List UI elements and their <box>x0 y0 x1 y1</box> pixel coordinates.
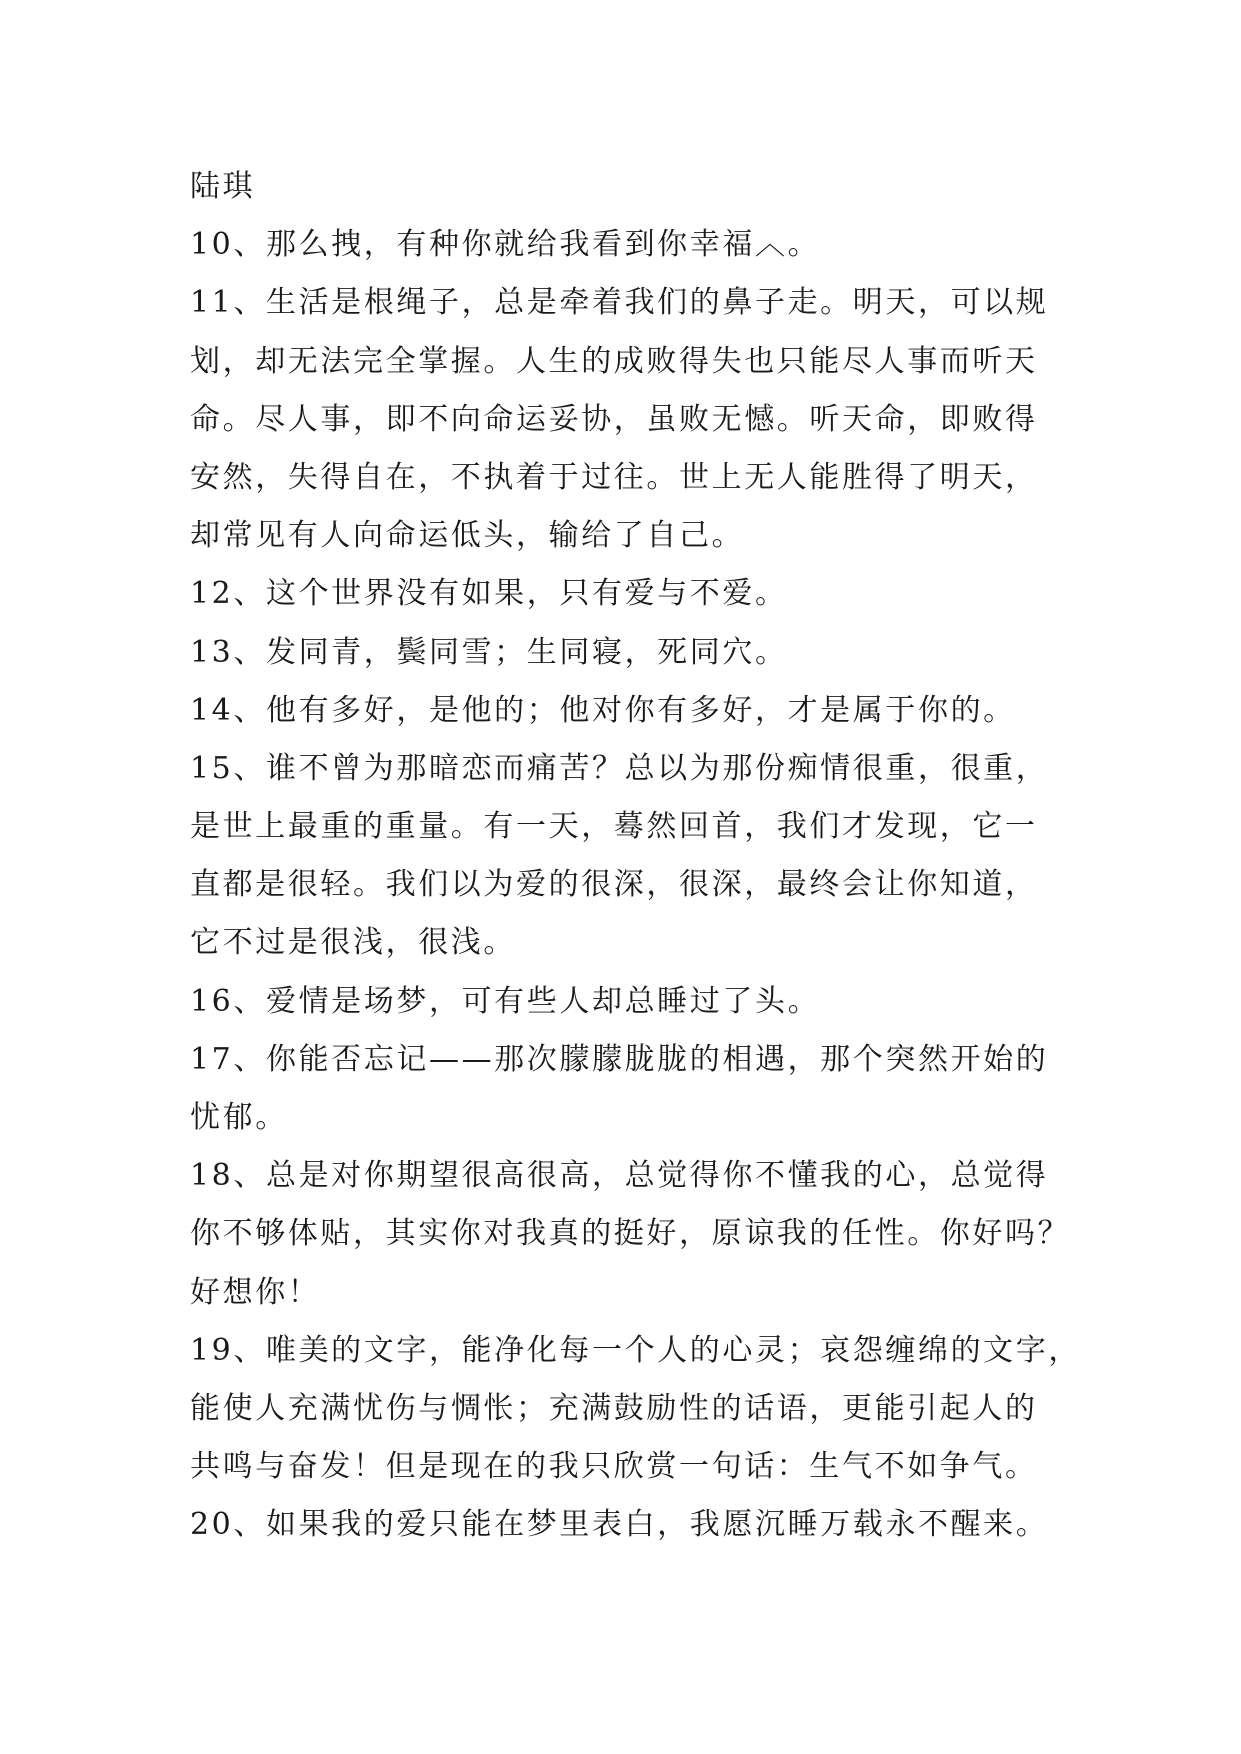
text-line: 14、他有多好，是他的；他对你有多好，才是属于你的。 <box>190 692 1016 728</box>
text-line: 10、那么拽，有种你就给我看到你幸福︿。 <box>190 227 821 263</box>
text-line: 19、唯美的文字，能净化每一个人的心灵；哀怨缠绵的文字， <box>190 1332 1081 1368</box>
document-body <box>190 158 1080 1555</box>
text-line: 直都是很轻。我们以为爱的很深，很深，最终会让你知道， <box>190 867 1038 903</box>
text-line: 12、这个世界没有如果，只有爱与不爱。 <box>190 576 788 612</box>
text-line: 忧郁。 <box>190 1100 288 1135</box>
text-line: 20、如果我的爱只能在梦里表白，我愿沉睡万载永不醒来。 <box>190 1507 1049 1543</box>
text-line: 能使人充满忧伤与惆怅；充满鼓励性的话语，更能引起人的 <box>190 1390 1038 1426</box>
text-line: 它不过是很浅，很浅。 <box>190 925 516 961</box>
text-line: 13、发同青，鬓同雪；生同寝，死同穴。 <box>190 634 788 670</box>
text-line: 15、谁不曾为那暗恋而痛苦？总以为那份痴情很重，很重， <box>190 750 1049 786</box>
text-line: 是世上最重的重量。有一天，蓦然回首，我们才发现，它一 <box>190 809 1038 845</box>
text-line: 划，却无法完全掌握。人生的成败得失也只能尽人事而听天 <box>190 343 1038 379</box>
text-line: 陆琪 <box>190 169 256 204</box>
text-line: 共鸣与奋发！但是现在的我只欣赏一句话：生气不如争气。 <box>190 1449 1038 1485</box>
text-line: 命。尽人事，即不向命运妥协，虽败无憾。听天命，即败得 <box>190 401 1038 437</box>
text-line: 你不够体贴，其实你对我真的挺好，原谅我的任性。你好吗？ <box>190 1216 1071 1252</box>
text-line: 17、你能否忘记——那次朦朦胧胧的相遇，那个突然开始的 <box>190 1041 1049 1077</box>
text-line: 安然，失得自在，不执着于过往。世上无人能胜得了明天， <box>190 459 1038 495</box>
text-line: 11、生活是根绳子，总是牵着我们的鼻子走。明天，可以规 <box>190 285 1049 321</box>
text-line: 16、爱情是场梦，可有些人却总睡过了头。 <box>190 983 821 1019</box>
text-line: 却常见有人向命运低头，输给了自己。 <box>190 518 745 554</box>
text-line: 好想你！ <box>190 1274 321 1310</box>
text-line: 18、总是对你期望很高很高，总觉得你不懂我的心，总觉得 <box>190 1158 1049 1194</box>
